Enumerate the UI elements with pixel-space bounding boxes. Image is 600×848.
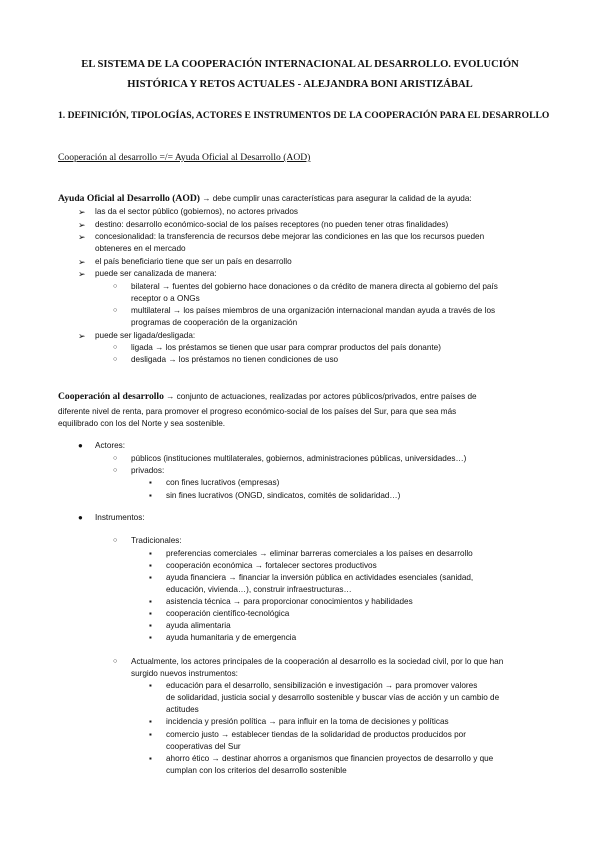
list-item-continuation: actitudes: [166, 705, 199, 714]
list-item: destino: desarrollo económico-social de los países receptores (no pueden tener otras finalidades): [95, 220, 449, 229]
list-item: puede ser ligada/desligada:: [95, 331, 196, 340]
list-item-continuation: programas de cooperación de la organización: [131, 318, 298, 327]
list-item: ligada → los préstamos se tienen que usar para comprar productos del país donante): [131, 343, 441, 352]
circle-bullet-icon: ○: [113, 467, 118, 474]
circle-bullet-icon: ○: [113, 283, 118, 290]
actores-label: Actores:: [95, 441, 126, 450]
list-item-continuation: receptor o a ONGs: [131, 294, 200, 303]
section-title: 1. DEFINICIÓN, TIPOLOGÍAS, ACTORES E INSTRUMENTOS DE LA COOPERACIÓN PARA EL DESARROLLO: [58, 110, 550, 121]
arrow-bullet-icon: ➢: [78, 331, 86, 341]
circle-bullet-icon: ○: [113, 307, 118, 314]
circle-bullet-icon: ○: [113, 344, 118, 351]
list-item: sin fines lucrativos (ONGD, sindicatos, comités de solidaridad…): [166, 491, 401, 500]
list-item: privados:: [131, 466, 165, 475]
list-item: ayuda financiera → financiar la inversión pública en actividades esenciales (sanidad,: [166, 573, 474, 582]
coop-line: diferente nivel de renta, para promover el progreso económico-social de los países del Sur, para que sea más: [58, 407, 457, 416]
list-item: puede ser canalizada de manera:: [95, 269, 217, 278]
arrow-bullet-icon: ➢: [78, 220, 86, 230]
circle-bullet-icon: ○: [113, 455, 118, 462]
list-item: cooperación económica → fortalecer sectores productivos: [166, 561, 377, 570]
coop-line: [58, 391, 477, 403]
list-item: Tradicionales:: [131, 536, 182, 545]
list-item: el país beneficiario tiene que ser un país en desarrollo: [95, 257, 292, 266]
dot-bullet-icon: ●: [78, 513, 83, 522]
document-title-line: HISTÓRICA Y RETOS ACTUALES - ALEJANDRA BONI ARISTIZÁBAL: [127, 79, 473, 90]
list-item: comercio justo → establecer tiendas de la solidaridad de productos producidos por: [166, 730, 466, 739]
list-item: preferencias comerciales → eliminar barreras comerciales a los países en desarrollo: [166, 549, 473, 558]
square-bullet-icon: ▪: [149, 609, 152, 618]
list-item: concesionalidad: la transferencia de recursos debe mejorar las condiciones en las que los recursos pueden: [95, 232, 485, 241]
square-bullet-icon: ▪: [149, 681, 152, 690]
arrow-bullet-icon: ➢: [78, 257, 86, 267]
list-item: bilateral → fuentes del gobierno hace donaciones o da crédito de manera directa al gobierno del país: [131, 282, 498, 291]
list-item: incidencia y presión política → para influir en la toma de decisiones y políticas: [166, 717, 449, 726]
list-item-continuation: cooperativas del Sur: [166, 742, 241, 751]
list-item: desligada → los préstamos no tienen condiciones de uso: [131, 355, 339, 364]
list-item: las da el sector público (gobiernos), no actores privados: [95, 207, 298, 216]
list-item: multilateral → los países miembros de una organización internacional mandan ayuda a través de los: [131, 306, 496, 315]
document-title: [40, 55, 560, 95]
list-item-continuation: educación, vivienda…), construir infraestructuras…: [166, 585, 352, 594]
list-item: Actualmente, los actores principales de la cooperación al desarrollo es la sociedad civil, por lo que han: [131, 657, 504, 666]
square-bullet-icon: ▪: [149, 597, 152, 606]
coop-text: → conjunto de actuaciones, realizadas por actores públicos/privados, entre países de: [163, 392, 477, 401]
square-bullet-icon: ▪: [149, 717, 152, 726]
subheading: Cooperación al desarrollo =/= Ayuda Oficial al Desarrollo (AOD): [58, 152, 311, 163]
arrow-bullet-icon: ➢: [78, 207, 86, 217]
list-item-continuation: surgido nuevos instrumentos:: [131, 669, 238, 678]
aod-intro-text: → debe cumplir unas características para asegurar la calidad de la ayuda:: [199, 194, 472, 203]
square-bullet-icon: ▪: [149, 573, 152, 582]
square-bullet-icon: ▪: [149, 730, 152, 739]
square-bullet-icon: ▪: [149, 754, 152, 763]
arrow-bullet-icon: ➢: [78, 232, 86, 242]
list-item-continuation: cumplan con los criterios del desarrollo sostenible: [166, 766, 347, 775]
list-item: públicos (instituciones multilaterales, gobiernos, administraciones públicas, universidades…): [131, 454, 467, 463]
aod-intro: [58, 193, 472, 205]
square-bullet-icon: ▪: [149, 621, 152, 630]
circle-bullet-icon: ○: [113, 356, 118, 363]
arrow-bullet-icon: ➢: [78, 269, 86, 279]
list-item: ayuda humanitaria y de emergencia: [166, 633, 297, 642]
square-bullet-icon: ▪: [149, 491, 152, 500]
list-item: ayuda alimentaria: [166, 621, 231, 630]
instrumentos-label: Instrumentos:: [95, 513, 145, 522]
document-title-line: EL SISTEMA DE LA COOPERACIÓN INTERNACIONAL AL DESARROLLO. EVOLUCIÓN: [81, 59, 519, 70]
square-bullet-icon: ▪: [149, 549, 152, 558]
list-item: cooperación científico-tecnológica: [166, 609, 290, 618]
list-item: ahorro ético → destinar ahorros a organismos que financien proyectos de desarrollo y que: [166, 754, 494, 763]
aod-lead: Ayuda Oficial al Desarrollo (AOD): [58, 193, 200, 204]
coop-lead: Cooperación al desarrollo: [58, 391, 164, 402]
square-bullet-icon: ▪: [149, 561, 152, 570]
coop-line: equilibrado con los del Norte y sea sostenible.: [58, 419, 226, 428]
list-item: asistencia técnica → para proporcionar conocimientos y habilidades: [166, 597, 413, 606]
square-bullet-icon: ▪: [149, 478, 152, 487]
list-item: educación para el desarrollo, sensibilización e investigación → para promover valores: [166, 681, 478, 690]
list-item-continuation: de solidaridad, justicia social y desarrollo sostenible y buscar vías de acción y un cambio de: [166, 693, 500, 702]
dot-bullet-icon: ●: [78, 441, 83, 450]
list-item: con fines lucrativos (empresas): [166, 478, 280, 487]
square-bullet-icon: ▪: [149, 633, 152, 642]
circle-bullet-icon: ○: [113, 658, 118, 665]
list-item-continuation: obteneres en el mercado: [95, 244, 186, 253]
circle-bullet-icon: ○: [113, 537, 118, 544]
